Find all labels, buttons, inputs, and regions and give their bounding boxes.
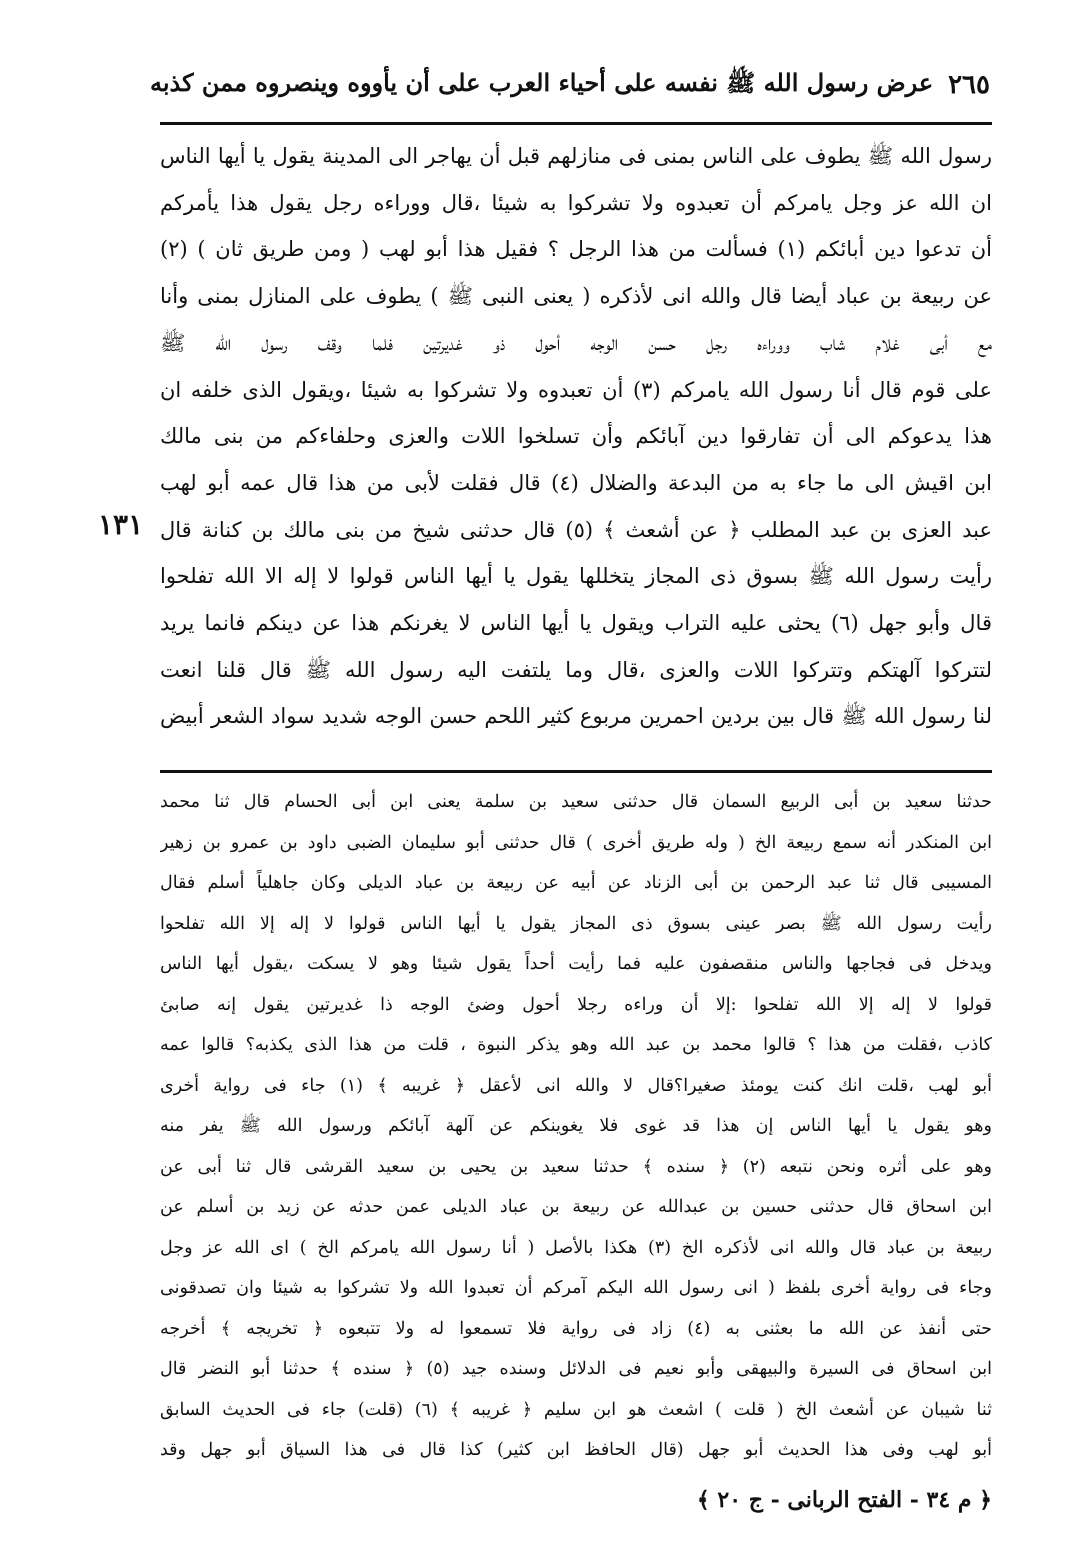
footnote-line: أبو لهب وفى هذا الحديث أبو جهل (قال الحافظ ابن كثير) كذا قال فى هذا السياق أبو جهل وقد [160, 1440, 992, 1460]
footnote-line: كاذب ،فقلت من هذا ؟ قالوا محمد بن عبد الله وهو يذكر النبوة ، قلت من هذا الذى يكذبه؟ قالوا عمه [160, 1035, 992, 1055]
main-text-line: هذا يدعوكم الى أن تفارقوا دين آبائكم وأن تسلخوا اللات والعزى وحلفاءكم من بنى مالك [160, 424, 992, 449]
main-text-line: لنا رسول الله ﷺ قال بين بردين احمرين مربوع كثير اللحم حسن الوجه شديد سواد الشعر أبيض [160, 704, 992, 729]
footnote-line: ويدخل فى فجاجها والناس منقصفون عليه فما رأيت أحداً يقول شيئا وهو لا يسكت ،يقول أيها الناس [160, 954, 992, 974]
main-text-line: أن تدعوا دين أبائكم (١) فسألت من هذا الرجل ؟ فقيل هذا أبو لهب ( ومن طريق ثان ) (٢) [160, 237, 992, 262]
margin-number: ١٣١ [98, 508, 144, 541]
footnote-line: ربيعة بن عباد قال والله انى لأذكره الخ (٣) هكذا بالأصل ( أنا رسول الله يامركم الخ ) اى الله عز وجل [160, 1237, 992, 1258]
main-text-line: رسول الله ﷺ يطوف على الناس بمنى فى منازلهم قبل أن يهاجر الى المدينة يقول يا أيها الناس [160, 144, 992, 168]
main-text-line: قال وأبو جهل (٦) يحثى عليه التراب ويقول يا أيها الناس لا يغرنكم هذا عن دينكم فانما يريد [160, 611, 992, 636]
footnote-separator [160, 770, 992, 773]
footnote-line: حدثنا سعيد بن أبى الربيع السمان قال حدثنى سعيد بن سلمة يعنى ابن أبى الحسام قال ثنا محمد [160, 792, 992, 812]
footnote-line: وهو يقول يا أيها الناس إن هذا قد غوى فلا يغوينكم عن آلهة آبائكم ورسول الله ﷺ يفر منه [160, 1116, 992, 1136]
printer-signature: ﴿ م ٣٤ - الفتح الربانى - ج ٢٠ ﴾ [696, 1487, 992, 1513]
footnotes [160, 782, 992, 1471]
main-text [160, 133, 992, 740]
footnote-line: المسيبى قال ثنا عبد الرحمن بن أبى الزناد عن أبيه عن ربيعة بن عباد الديلى وكان جاهلياً أسلم فقال [160, 873, 992, 893]
footnote-line: ابن المنكدر أنه سمع ربيعة الخ ( وله طريق أخرى ) قال حدثنى أبو سليمان الضبى داود بن عمرو بن زهير [160, 832, 992, 853]
footnote-line: وهو على أثره ونحن نتبعه (٢) ﴿ سنده ﴾ حدثنا سعيد بن يحيى بن سعيد القرشى قال ثنا أبى عن [160, 1156, 992, 1177]
main-text-line: ابن اقيش الى ما جاء به من البدعة والضلال (٤) قال فقلت لأبى من هذا قال عمه أبو لهب [160, 470, 992, 495]
running-header [150, 60, 990, 110]
page-number: ٢٦٥ [948, 70, 990, 100]
footnote-line: قولوا لا إله إلا الله تفلحوا :إلا أن وراءه رجلا أحول وضئ الوجه ذا غديرتين يقول إنه صابئ [160, 994, 992, 1015]
footnote-line: وجاء فى رواية أخرى بلفظ ( انى رسول الله اليكم آمركم أن تعبدوا الله ولا تشركوا به شيئا وان تصدقونى [160, 1278, 992, 1298]
footnote-line: ابن اسحاق فى السيرة والبيهقى وأبو نعيم فى الدلائل وسنده جيد (٥) ﴿ سنده ﴾ حدثنا أبو النضر قال [160, 1359, 992, 1379]
footnote-line: ثنا شيبان عن أشعث الخ ( قلت ) اشعث هو ابن سليم ﴿ غريبه ﴾ (٦) (قلت) جاء فى الحديث السابق [160, 1399, 992, 1420]
main-text-line: لتتركوا آلهتكم وتتركوا اللات والعزى ،قال وما يلتفت اليه رسول الله ﷺ قال قلنا انعت [160, 657, 992, 682]
header-title: عرض رسول الله ﷺ نفسه على أحياء العرب على أن يأووه وينصروه ممن كذبه [150, 67, 934, 97]
footnote-line: رأيت رسول الله ﷺ بصر عينى بسوق ذى المجاز يقول يا أيها الناس قولوا لا إله إلا الله تفلحوا [160, 913, 992, 934]
main-text-line: مع أبى غلام شاب ووراءه رجل حسن الوجه أحول ذو غديرتين فلما وقف رسول الله ﷺ [160, 330, 992, 355]
main-text-line: على قوم قال أنا رسول الله يامركم (٣) أن تعبدوه ولا تشركوا به شيئا ،ويقول الذى خلفه ان [160, 377, 992, 402]
main-text-line: عن ربيعة بن عباد أيضا قال والله انى لأذكره ( يعنى النبى ﷺ ) يطوف على المنازل بمنى وأنا [160, 284, 992, 309]
footnote-line: حتى أنفذ عن الله ما بعثنى به (٤) زاد فى رواية فلا تسمعوا له ولا تتبعوه ﴿ تخريجه ﴾ أخرجه [160, 1318, 992, 1339]
main-text-line: ان الله عز وجل يامركم أن تعبدوه ولا تشركوا به شيئا ،قال ووراءه رجل يقول هذا يأمركم [160, 190, 992, 215]
main-text-line: رأيت رسول الله ﷺ بسوق ذى المجاز يتخللها يقول يا أيها الناس قولوا لا إله الا الله تفلحوا [160, 564, 992, 589]
footnote-line: أبو لهب ،قلت انك كنت يومئذ صغيرا؟قال لا والله انى لأعقل ﴿ غريبه ﴾ (١) جاء فى رواية أخرى [160, 1075, 992, 1096]
main-text-line: عبد العزى بن عبد المطلب ﴿ عن أشعث ﴾ (٥) قال حدثنى شيخ من بنى مالك بن كنانة قال [160, 517, 992, 542]
header-rule [160, 122, 992, 125]
footnote-line: ابن اسحاق قال حدثنى حسين بن عبدالله عن ربيعة بن عباد الديلى عمن حدثه عن زيد بن أسلم عن [160, 1197, 992, 1217]
